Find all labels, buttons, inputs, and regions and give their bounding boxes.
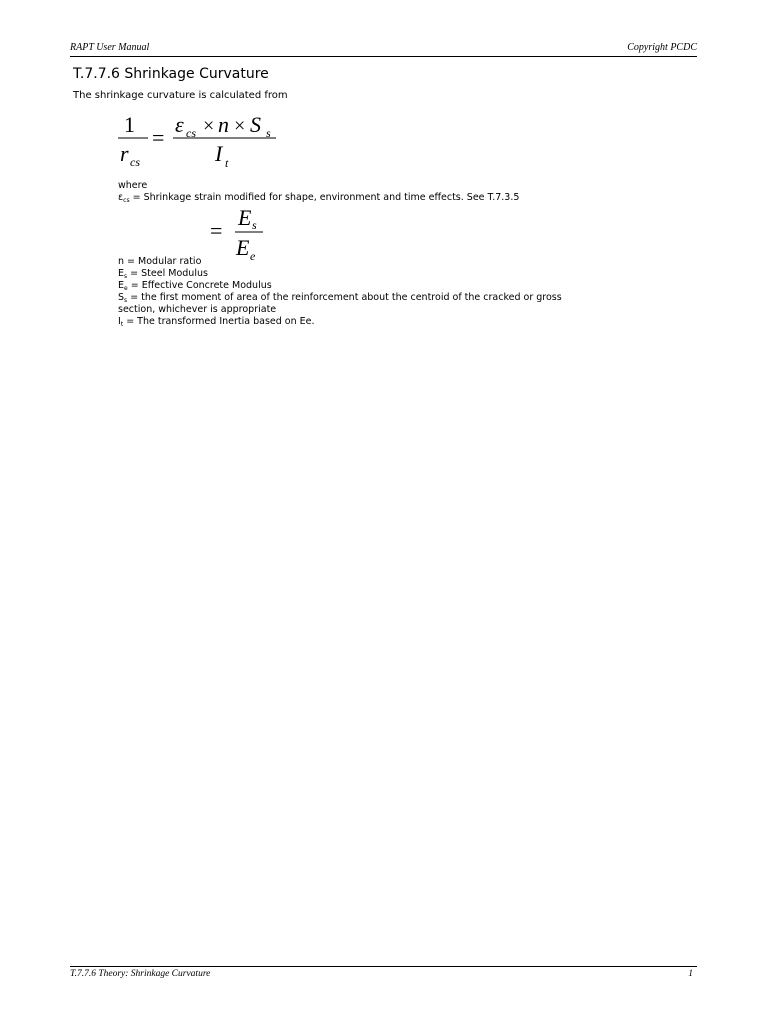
- definition-text: = Effective Concrete Modulus: [127, 280, 272, 291]
- definition-transformed-inertia: [118, 316, 315, 329]
- definition-symbol: S: [118, 292, 125, 303]
- ratio-numerator-sub: s: [252, 218, 257, 232]
- modular-ratio-equation: [210, 204, 280, 264]
- header-copyright: Copyright PCDC: [627, 42, 697, 53]
- header-manual-title: RAPT User Manual: [70, 42, 150, 53]
- definition-symbol: I: [118, 316, 121, 327]
- eq-rhs-S-sub: s: [266, 126, 271, 140]
- definition-sub: t: [120, 321, 124, 328]
- footer-rule: [70, 966, 697, 967]
- definition-sub: s: [124, 273, 128, 280]
- definition-text: section, whichever is appropriate: [118, 304, 277, 315]
- definition-text: = Steel Modulus: [127, 268, 208, 279]
- eq-lhs-numerator: 1: [124, 112, 135, 137]
- definition-text: = The transformed Inertia based on Ee.: [123, 316, 315, 327]
- ratio-denominator-sub: e: [250, 249, 256, 263]
- page-header: [70, 42, 697, 56]
- definition-sub: s: [124, 297, 128, 304]
- shrinkage-curvature-equation: [118, 110, 288, 172]
- footer-section-title: T.7.7.6 Theory: Shrinkage Curvature: [70, 969, 211, 979]
- definition-symbol: E: [118, 268, 125, 279]
- definition-epsilon-symbol: ε: [118, 192, 124, 203]
- eq-lhs-denominator-sub: cs: [130, 155, 140, 169]
- ratio-equals: =: [210, 218, 223, 243]
- eq-equals: =: [152, 125, 165, 150]
- eq-rhs-n: n: [218, 112, 229, 137]
- eq-rhs-epsilon-sub: cs: [186, 126, 196, 140]
- eq-rhs-times-2: ×: [234, 115, 246, 137]
- intro-text: The shrinkage curvature is calculated from: [73, 90, 288, 101]
- page-footer: [70, 969, 697, 983]
- header-rule: [70, 56, 697, 57]
- definition-text: = the first moment of area of the reinforcement about the centroid of the cracked or gross: [127, 292, 562, 303]
- definition-sub: e: [124, 285, 128, 292]
- eq-rhs-times-1: ×: [203, 115, 215, 137]
- ratio-numerator: E: [238, 205, 252, 230]
- eq-rhs-denominator: I: [215, 141, 223, 166]
- where-label: where: [118, 180, 148, 191]
- section-title: T.7.7.6 Shrinkage Curvature: [73, 66, 269, 82]
- eq-rhs-epsilon: ε: [175, 112, 184, 137]
- eq-lhs-denominator: r: [120, 141, 129, 166]
- ratio-denominator: E: [236, 235, 250, 260]
- definition-symbol: E: [118, 280, 125, 291]
- definition-symbol: n: [118, 256, 125, 267]
- eq-rhs-denominator-sub: t: [225, 156, 229, 170]
- eq-rhs-S: S: [250, 112, 261, 137]
- definition-epsilon-text: = Shrinkage strain modified for shape, environment and time effects. See T.7.3.5: [129, 192, 520, 203]
- definition-text: = Modular ratio: [124, 256, 202, 267]
- definition-epsilon: [118, 192, 519, 205]
- definition-first-moment-continued: [118, 304, 276, 316]
- definition-epsilon-sub: cs: [123, 197, 130, 204]
- page-number: 1: [688, 969, 693, 979]
